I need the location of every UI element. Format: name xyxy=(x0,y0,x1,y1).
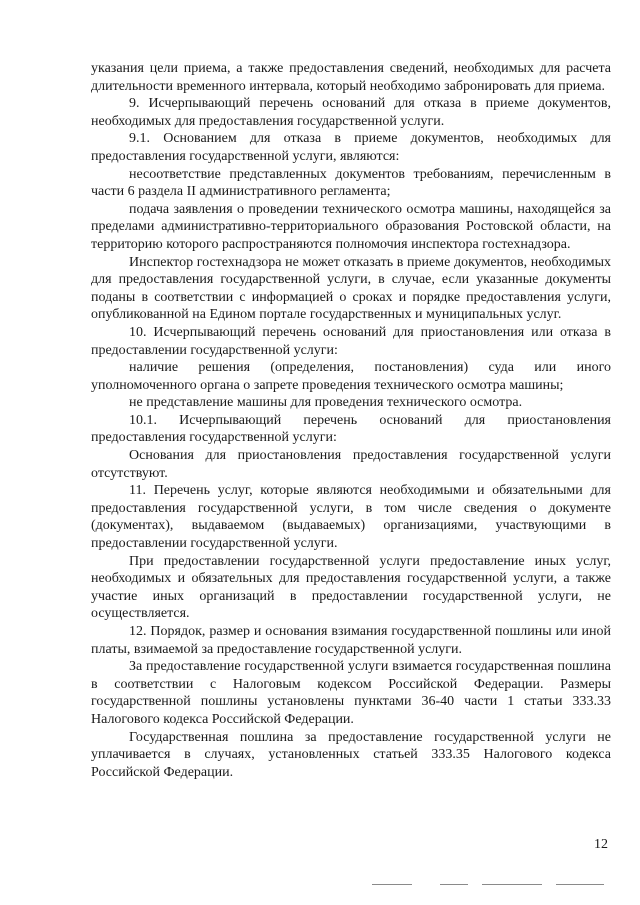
paragraph: Государственная пошлина за предоставление государственной услуги не уплачивается в случаях, установленных статьей 333.35 Налогового кодекса Российской Федерации. xyxy=(91,729,611,780)
paragraph: 11. Перечень услуг, которые являются необходимыми и обязательными для предоставления государственной услуги, в том числе сведения о документе (документах), выдаваемом (выдаваемых) организациями, участвующими в предоставлении государственной услуги. xyxy=(91,483,611,552)
scan-artifact-line xyxy=(440,884,468,885)
scan-artifact-line xyxy=(556,884,604,885)
paragraph: наличие решения (определения, постановления) суда или иного уполномоченного органа о запрете проведения технического осмотра машины; xyxy=(91,360,611,393)
paragraph: указания цели приема, а также предоставления сведений, необходимых для расчета длительности временного интервала, который необходимо забронировать для приема. xyxy=(91,61,611,94)
paragraph: Основания для приостановления предоставления государственной услуги отсутствуют. xyxy=(91,448,611,481)
paragraph: Инспектор гостехнадзора не может отказать в приеме документов, необходимых для предоставления государственной услуги, в случае, если указанные документы поданы в соответствии с информацией о сроках и порядке предоставления услуги, опубликованной на Едином портале государственных и муниципальных услуг. xyxy=(91,254,611,323)
paragraph: 9. Исчерпывающий перечень оснований для отказа в приеме документов, необходимых для предоставления государственной услуги. xyxy=(91,96,611,129)
paragraph: 10. Исчерпывающий перечень оснований для приостановления или отказа в предоставлении государственной услуги: xyxy=(91,324,611,358)
scan-artifact-line xyxy=(372,884,412,885)
paragraph: 10.1. Исчерпывающий перечень оснований для приостановления предоставления государственной услуги: xyxy=(91,412,611,446)
document-page xyxy=(91,60,611,781)
paragraph: подача заявления о проведении технического осмотра машины, находящейся за пределами административно-территориального образования Ростовской области, на территорию которого распространяются полномочия инспектора гостехнадзора. xyxy=(91,201,611,252)
paragraph: За предоставление государственной услуги взимается государственная пошлина в соответствии с Налоговым кодексом Российской Федерации. Размеры государственной пошлины установлены пунктами 36-40 части 1 статьи 333.33 Налогового кодекса Российской Федерации. xyxy=(91,659,611,727)
paragraph: 9.1. Основанием для отказа в приеме документов, необходимых для предоставления государственной услуги, являются: xyxy=(91,131,611,164)
paragraph: несоответствие представленных документов требованиям, перечисленным в части 6 раздела II административного регламента; xyxy=(91,166,611,200)
page-number: 12 xyxy=(594,837,608,852)
paragraph: 12. Порядок, размер и основания взимания государственной пошлины или иной платы, взимаемой за предоставление государственной услуги. xyxy=(91,624,611,657)
scan-artifact-line xyxy=(482,884,542,885)
paragraph: не представление машины для проведения технического осмотра. xyxy=(129,395,523,411)
paragraph: При предоставлении государственной услуги предоставление иных услуг, необходимых и обязательных для предоставления государственной услуги, а также участие иных организаций в предоставлении государственной услуги, не осуществляется. xyxy=(91,553,611,622)
